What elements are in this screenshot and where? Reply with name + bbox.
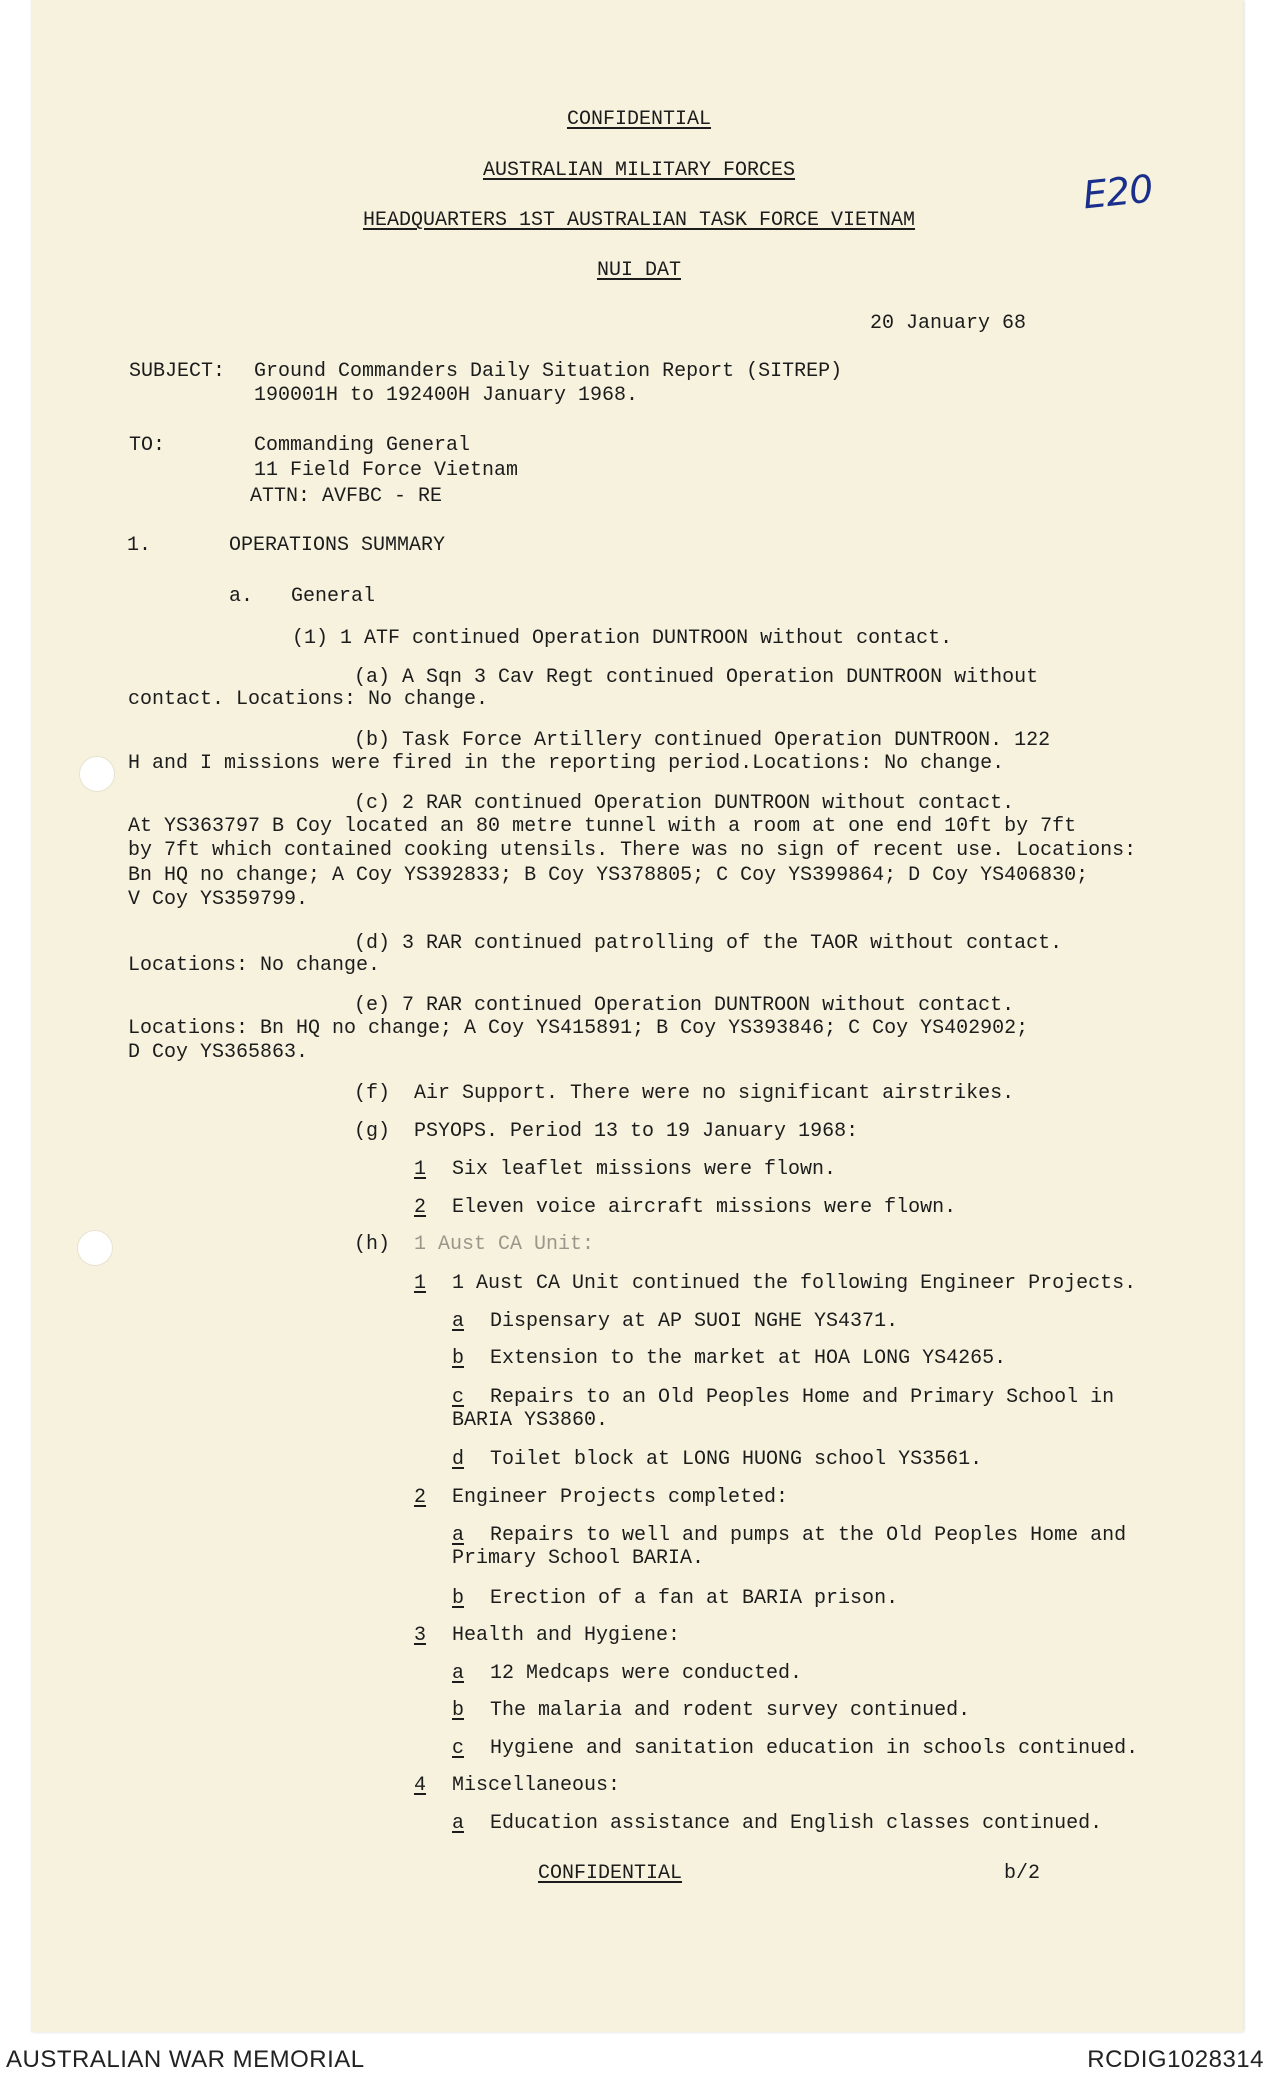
list-item: Engineer Projects completed: (452, 1486, 789, 1509)
list-item: 1 Aust CA Unit continued the following Engineer Projects. (452, 1272, 1137, 1295)
org-title: AUSTRALIAN MILITARY FORCES (482, 159, 796, 182)
catalog-number: RCDIG1028314 (1087, 2046, 1264, 2073)
subject-label: SUBJECT: (129, 360, 226, 383)
list-number: 1 (414, 1158, 427, 1181)
classification-footer: CONFIDENTIAL (538, 1862, 683, 1885)
list-item: Extension to the market at HOA LONG YS4265. (490, 1347, 1007, 1370)
list-letter: a (452, 1812, 465, 1835)
list-item-cont: BARIA YS3860. (452, 1409, 609, 1432)
list-item-cont: Primary School BARIA. (452, 1547, 705, 1570)
list-letter: b (452, 1587, 465, 1610)
page-reference: b/2 (1004, 1862, 1041, 1885)
para-b-line: (b) Task Force Artillery continued Operation DUNTROON. 122 (354, 729, 1051, 752)
list-item: Hygiene and sanitation education in schools continued. (490, 1737, 1139, 1760)
list-item: Erection of a fan at BARIA prison. (490, 1587, 899, 1610)
list-letter: d (452, 1448, 465, 1471)
list-number: 2 (414, 1486, 427, 1509)
list-number: 3 (414, 1624, 427, 1647)
list-item: Toilet block at LONG HUONG school YS3561. (490, 1448, 983, 1471)
para-h-label: (h) (354, 1233, 391, 1256)
list-item: Dispensary at AP SUOI NGHE YS4371. (490, 1310, 899, 1333)
list-letter: b (452, 1699, 465, 1722)
section-title: OPERATIONS SUMMARY (229, 534, 446, 557)
para-c-line: (c) 2 RAR continued Operation DUNTROON without contact. (354, 792, 1015, 815)
list-letter: a (452, 1524, 465, 1547)
subject-line: Ground Commanders Daily Situation Report (SITREP) (254, 360, 843, 383)
para-e-line: (e) 7 RAR continued Operation DUNTROON without contact. (354, 994, 1015, 1017)
list-item: The malaria and rodent survey continued. (490, 1699, 971, 1722)
para-g-text: PSYOPS. Period 13 to 19 January 1968: (414, 1120, 859, 1143)
para-c-line: At YS363797 B Coy located an 80 metre tunnel with a room at one end 10ft by 7ft (128, 815, 1077, 838)
para-e-line: D Coy YS365863. (128, 1041, 309, 1064)
classification-header: CONFIDENTIAL (566, 108, 712, 131)
para-f-text: Air Support. There were no significant airstrikes. (414, 1082, 1015, 1105)
location-title: NUI DAT (596, 259, 681, 282)
subsection-letter: a. (229, 585, 254, 608)
para-d-line: Locations: No change. (128, 954, 381, 977)
archive-label: AUSTRALIAN WAR MEMORIAL (6, 2046, 365, 2073)
subject-line: 190001H to 192400H January 1968. (254, 384, 639, 407)
hq-title: HEADQUARTERS 1ST AUSTRALIAN TASK FORCE VIETNAM (362, 209, 916, 232)
para-d-line: (d) 3 RAR continued patrolling of the TAOR without contact. (354, 932, 1063, 955)
para-h-text: 1 Aust CA Unit: (414, 1233, 595, 1256)
list-number: 1 (414, 1272, 427, 1295)
para-c-line: Bn HQ no change; A Coy YS392833; B Coy YS378805; C Coy YS399864; D Coy YS406830; (128, 864, 1089, 887)
punch-hole (79, 756, 115, 792)
to-line: 11 Field Force Vietnam (254, 459, 519, 482)
para-c-line: V Coy YS359799. (128, 888, 309, 911)
list-item: Repairs to well and pumps at the Old Peoples Home and (490, 1524, 1127, 1547)
list-number: 4 (414, 1774, 427, 1797)
section-number: 1. (127, 534, 152, 557)
document-date: 20 January 68 (870, 312, 1027, 335)
list-letter: b (452, 1347, 465, 1370)
list-number: 2 (414, 1196, 427, 1219)
list-letter: a (452, 1310, 465, 1333)
list-item: Repairs to an Old Peoples Home and Primary School in (490, 1386, 1115, 1409)
attn-line: ATTN: AVFBC - RE (250, 485, 443, 508)
para-b-line: H and I missions were fired in the reporting period.Locations: No change. (128, 752, 1005, 775)
list-item: Eleven voice aircraft missions were flown. (452, 1196, 957, 1219)
to-label: TO: (129, 434, 166, 457)
para-e-line: Locations: Bn HQ no change; A Coy YS415891; B Coy YS393846; C Coy YS402902; (128, 1017, 1029, 1040)
para-f-label: (f) (354, 1082, 391, 1105)
subsection-title: General (291, 585, 376, 608)
para-g-label: (g) (354, 1120, 391, 1143)
para-a-line: contact. Locations: No change. (128, 688, 489, 711)
list-letter: a (452, 1662, 465, 1685)
to-line: Commanding General (254, 434, 471, 457)
handwritten-annotation: E20 (1080, 166, 1155, 218)
para-a-line: (a) A Sqn 3 Cav Regt continued Operation DUNTROON without (354, 666, 1039, 689)
list-item: Six leaflet missions were flown. (452, 1158, 837, 1181)
list-item: Miscellaneous: (452, 1774, 621, 1797)
list-item: Education assistance and English classes continued. (490, 1812, 1103, 1835)
para-1: (1) 1 ATF continued Operation DUNTROON without contact. (292, 627, 953, 650)
list-item: 12 Medcaps were conducted. (490, 1662, 803, 1685)
list-item: Health and Hygiene: (452, 1624, 681, 1647)
list-letter: c (452, 1737, 465, 1760)
para-c-line: by 7ft which contained cooking utensils. There was no sign of recent use. Locations: (128, 839, 1137, 862)
punch-hole (77, 1230, 113, 1266)
list-letter: c (452, 1386, 465, 1409)
